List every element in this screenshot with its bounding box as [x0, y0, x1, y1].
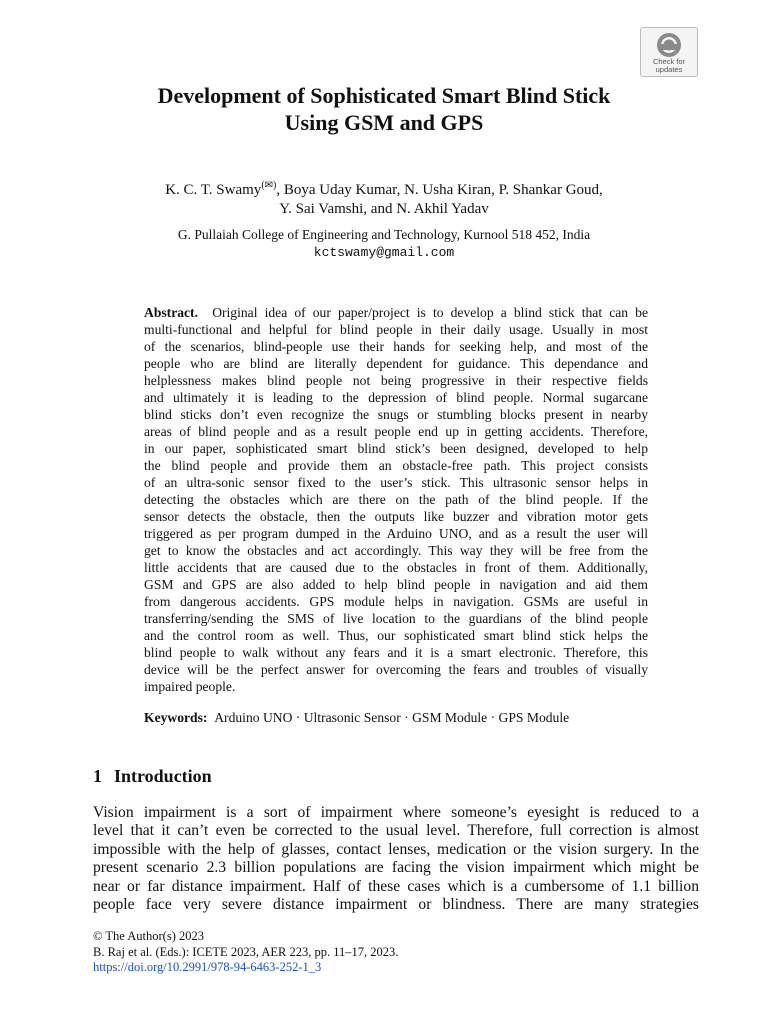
keywords-text: Arduino UNO · Ultrasonic Sensor · GSM Module · GPS Module	[214, 710, 570, 725]
corresponding-author-icon: (✉)	[261, 180, 277, 191]
abstract-line: blind sticks don’t even recognize the snugs or stumbling blocks present in nearby	[144, 407, 648, 422]
intro-line: Vision impairment is a sort of impairment where someone’s eyesight is reduced to a	[93, 804, 699, 821]
abstract-line: little accidents that are caused due to the obstacles in front of them. Additionally,	[144, 560, 648, 575]
abstract-line: multi-functional and helpful for blind people in their daily usage. Usually in most	[144, 322, 648, 337]
abstract-line: from dangerous accidents. GPS module helps in navigation. GSMs are useful in	[144, 594, 648, 609]
paper-title	[0, 82, 768, 136]
keywords	[144, 709, 648, 726]
badge-line1: Check for	[652, 57, 686, 66]
author-email[interactable]: kctswamy@gmail.com	[313, 245, 455, 260]
abstract-line: blind people to walk without any fears and it is a smart electronic. Therefore, this	[144, 645, 648, 660]
intro-line: impossible with the help of glasses, contact lenses, medication or the vision surgery. In the	[93, 840, 699, 858]
check-for-updates-badge[interactable]	[640, 27, 698, 77]
abstract-line: impaired people.	[144, 679, 236, 694]
abstract-line: people who are blind are literally dependent for guidance. This dependance and	[144, 356, 648, 371]
abstract-line: of an ultra-sonic sensor fixed to the user’s stick. This ultrasonic sensor helps in	[144, 475, 648, 490]
intro-line: people face very severe distance impairment or blindness. There are many strategies	[93, 896, 699, 914]
abstract-line: sensor detects the obstacle, then the outputs like buzzer and vibration motor gets	[144, 509, 648, 524]
abstract-line: detecting the obstacles which are there on the path of the blind people. If the	[144, 492, 648, 507]
abstract-line: areas of blind people and as a result people end up in getting accidents. Therefore,	[144, 424, 648, 439]
footer	[93, 929, 398, 976]
abstract-line: device will be the perfect answer for overcoming the fears and troubles of visually	[144, 662, 648, 677]
abstract-line: Abstract. Original idea of our paper/project is to develop a blind stick that can be	[144, 305, 648, 320]
authors-line1	[0, 176, 768, 200]
abstract-line: GSM and GPS are also added to help blind people in navigation and aid them	[144, 577, 648, 592]
section-number: 1	[93, 766, 102, 786]
abstract-line: and ultimately it is leading to the depression of blind people. Normal sugarcane	[144, 390, 648, 405]
abstract-line: of the scenarios, blind-people use their hands for seeking help, and most of the	[144, 339, 648, 354]
abstract-line: helplessness makes blind people not being progressive in their respective fields	[144, 373, 648, 388]
affiliation: G. Pullaiah College of Engineering and Technology, Kurnool 518 452, India	[177, 227, 591, 242]
abstract-line: the blind people and provide them an obstacle-free path. This project consists	[144, 458, 648, 473]
title-line2: Using GSM and GPS	[284, 110, 484, 135]
intro-line: near or far distance impairment. Half of these cases which is a cumbersome of 1.1 billion	[93, 877, 699, 895]
crossmark-icon	[656, 32, 682, 58]
affiliation-block	[0, 226, 768, 262]
abstract-line: get to know the obstacles and act accordingly. This way they will be free from the	[144, 543, 648, 558]
abstract-line: triggered as per program dumped in the Arduino UNO, and as a result the user will	[144, 526, 648, 541]
authors-line2: Y. Sai Vamshi, and N. Akhil Yadav	[279, 201, 489, 217]
keywords-label: Keywords:	[144, 710, 208, 725]
abstract-line: in our paper, sophisticated smart blind stick’s been designed, developed to help	[144, 441, 648, 456]
title-line1: Development of Sophisticated Smart Blind Stick	[157, 83, 611, 108]
abstract	[144, 304, 648, 695]
copyright: © The Author(s) 2023	[93, 929, 204, 943]
badge-line2: updates	[655, 65, 683, 74]
abstract-label: Abstract.	[144, 305, 198, 320]
section-heading	[93, 766, 212, 787]
authors-line1-rest: , Boya Uday Kumar, N. Usha Kiran, P. Shankar Goud,	[276, 182, 603, 198]
abstract-line: and the control room as well. Thus, our sophisticated smart blind stick helps the	[144, 628, 648, 643]
abstract-line: transferring/sending the SMS of live location to the guardians of the blind people	[144, 611, 648, 626]
intro-line: level that it can’t even be corrected to the usual level. Therefore, full correction is almost	[93, 822, 699, 840]
first-author: K. C. T. Swamy	[165, 182, 262, 198]
citation: B. Raj et al. (Eds.): ICETE 2023, AER 223, pp. 11–17, 2023.	[93, 944, 399, 959]
section-title: Introduction	[114, 766, 212, 786]
author-list	[0, 176, 768, 219]
doi-link[interactable]: https://doi.org/10.2991/978-94-6463-252-1_3	[93, 960, 322, 974]
intro-paragraph	[93, 804, 699, 914]
intro-line: present scenario 2.3 billion populations are facing the vision impairment which might be	[93, 859, 699, 877]
